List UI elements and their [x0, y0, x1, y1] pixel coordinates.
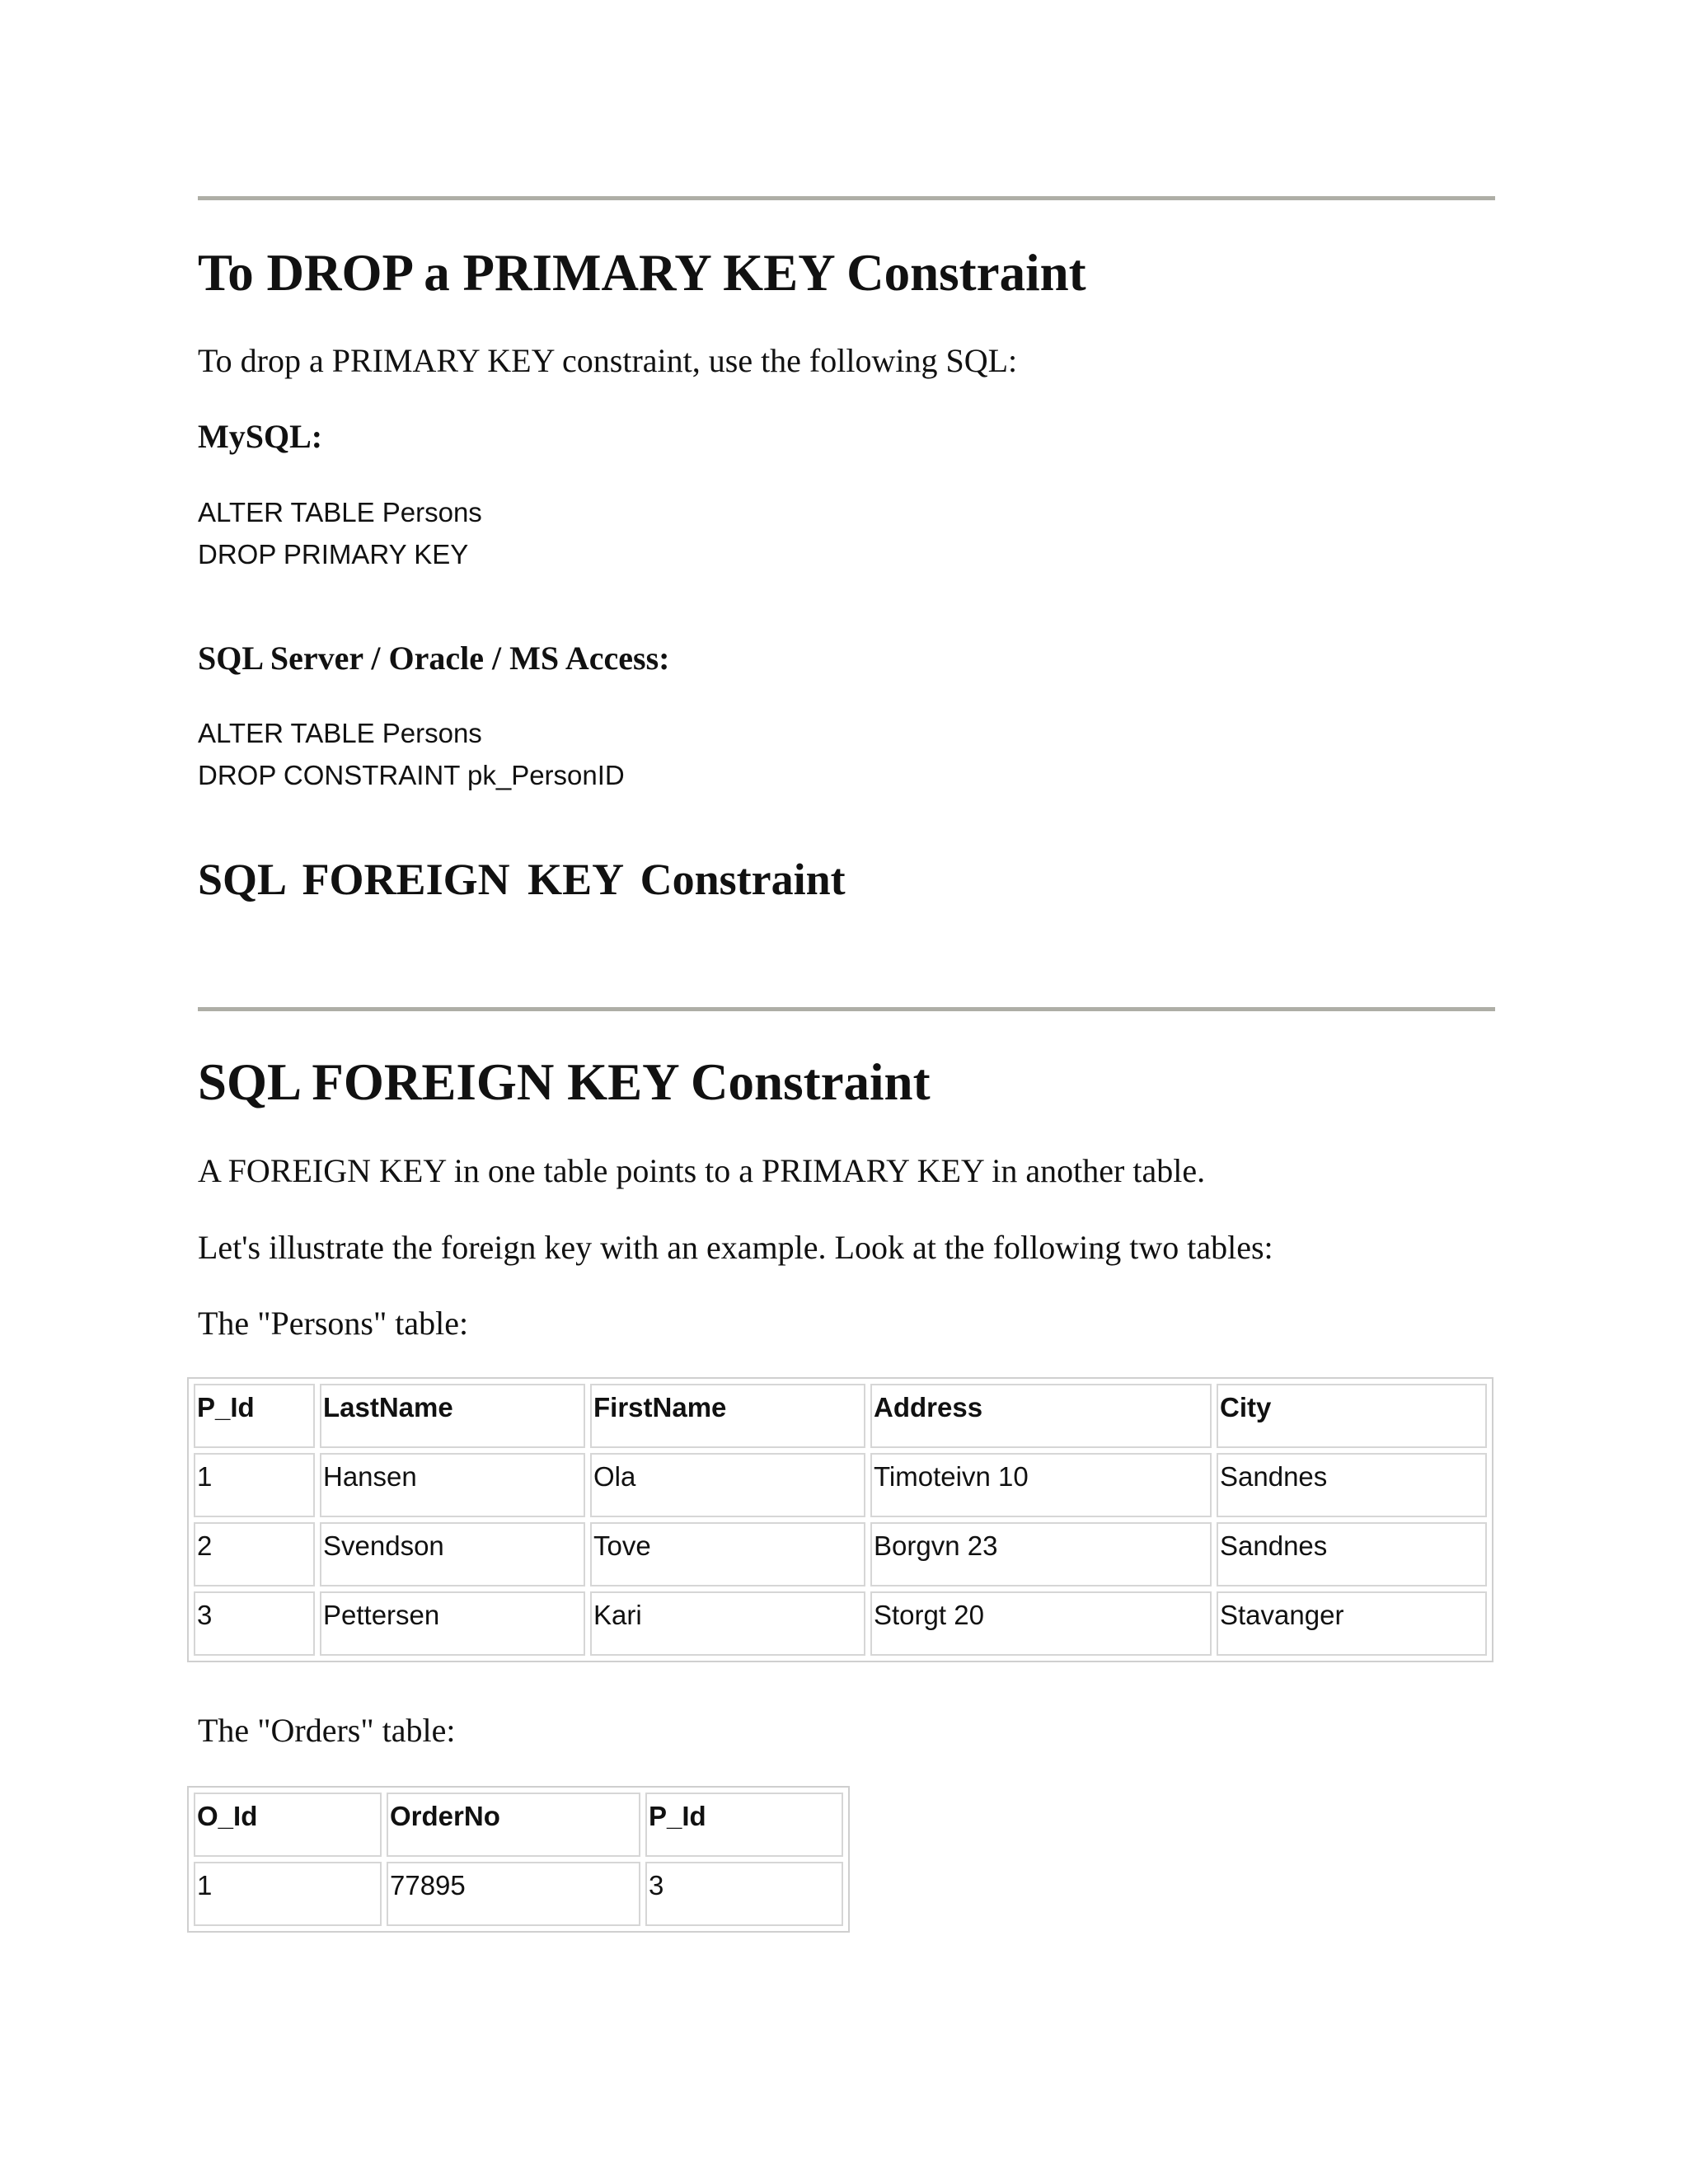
- table-cell: Kari: [590, 1591, 865, 1656]
- table-row: [194, 1453, 1487, 1517]
- table-cell: Stavanger: [1217, 1591, 1487, 1656]
- table-header-cell: O_Id: [194, 1793, 382, 1857]
- table-header-cell: P_Id: [645, 1793, 843, 1857]
- table-cell: Ola: [590, 1453, 865, 1517]
- table-row: [194, 1522, 1487, 1586]
- mysql-code-line-1: ALTER TABLE Persons: [198, 497, 482, 527]
- table-header-cell: City: [1217, 1384, 1487, 1448]
- table-cell: Hansen: [320, 1453, 585, 1517]
- persons-table-caption: The "Persons" table:: [198, 1305, 469, 1342]
- table-cell: Timoteivn 10: [870, 1453, 1212, 1517]
- table-cell: Sandnes: [1217, 1453, 1487, 1517]
- table-cell: Borgvn 23: [870, 1522, 1212, 1586]
- mysql-code-line-2: DROP PRIMARY KEY: [198, 539, 469, 569]
- table-header-cell: LastName: [320, 1384, 585, 1448]
- table-cell: 3: [194, 1591, 315, 1656]
- drop-primary-key-title: To DROP a PRIMARY KEY Constraint: [198, 244, 1086, 302]
- table-header-row: [194, 1384, 1487, 1448]
- table-header-cell: Address: [870, 1384, 1212, 1448]
- sqlserver-code-line-2: DROP CONSTRAINT pk_PersonID: [198, 760, 625, 790]
- table-row: [194, 1862, 843, 1926]
- table-cell: 1: [194, 1862, 382, 1926]
- table-cell: 3: [645, 1862, 843, 1926]
- middle-divider: [198, 1007, 1495, 1011]
- sqlserver-oracle-access-label: SQL Server / Oracle / MS Access:: [198, 640, 670, 677]
- table-cell: Sandnes: [1217, 1522, 1487, 1586]
- foreign-key-title: SQL FOREIGN KEY Constraint: [198, 1053, 931, 1111]
- orders-table: [187, 1786, 850, 1933]
- table-cell: Tove: [590, 1522, 865, 1586]
- table-header-cell: P_Id: [194, 1384, 315, 1448]
- table-cell: Svendson: [320, 1522, 585, 1586]
- top-divider: [198, 196, 1495, 200]
- table-cell: Storgt 20: [870, 1591, 1212, 1656]
- foreign-key-para-2: Let's illustrate the foreign key with an example. Look at the following two tables:: [198, 1229, 1273, 1266]
- table-cell: 1: [194, 1453, 315, 1517]
- drop-primary-key-intro: To drop a PRIMARY KEY constraint, use the following SQL:: [198, 342, 1018, 379]
- table-cell: 2: [194, 1522, 315, 1586]
- table-header-cell: OrderNo: [387, 1793, 640, 1857]
- table-cell: 77895: [387, 1862, 640, 1926]
- foreign-key-para-1: A FOREIGN KEY in one table points to a PRIMARY KEY in another table.: [198, 1152, 1206, 1189]
- foreign-key-subheading: SQL FOREIGN KEY Constraint: [198, 855, 846, 904]
- table-header-row: [194, 1793, 843, 1857]
- table-header-cell: FirstName: [590, 1384, 865, 1448]
- sqlserver-code-line-1: ALTER TABLE Persons: [198, 718, 482, 748]
- table-cell: Pettersen: [320, 1591, 585, 1656]
- orders-table-caption: The "Orders" table:: [198, 1712, 456, 1749]
- table-row: [194, 1591, 1487, 1656]
- persons-table: [187, 1377, 1493, 1662]
- mysql-label: MySQL:: [198, 418, 323, 455]
